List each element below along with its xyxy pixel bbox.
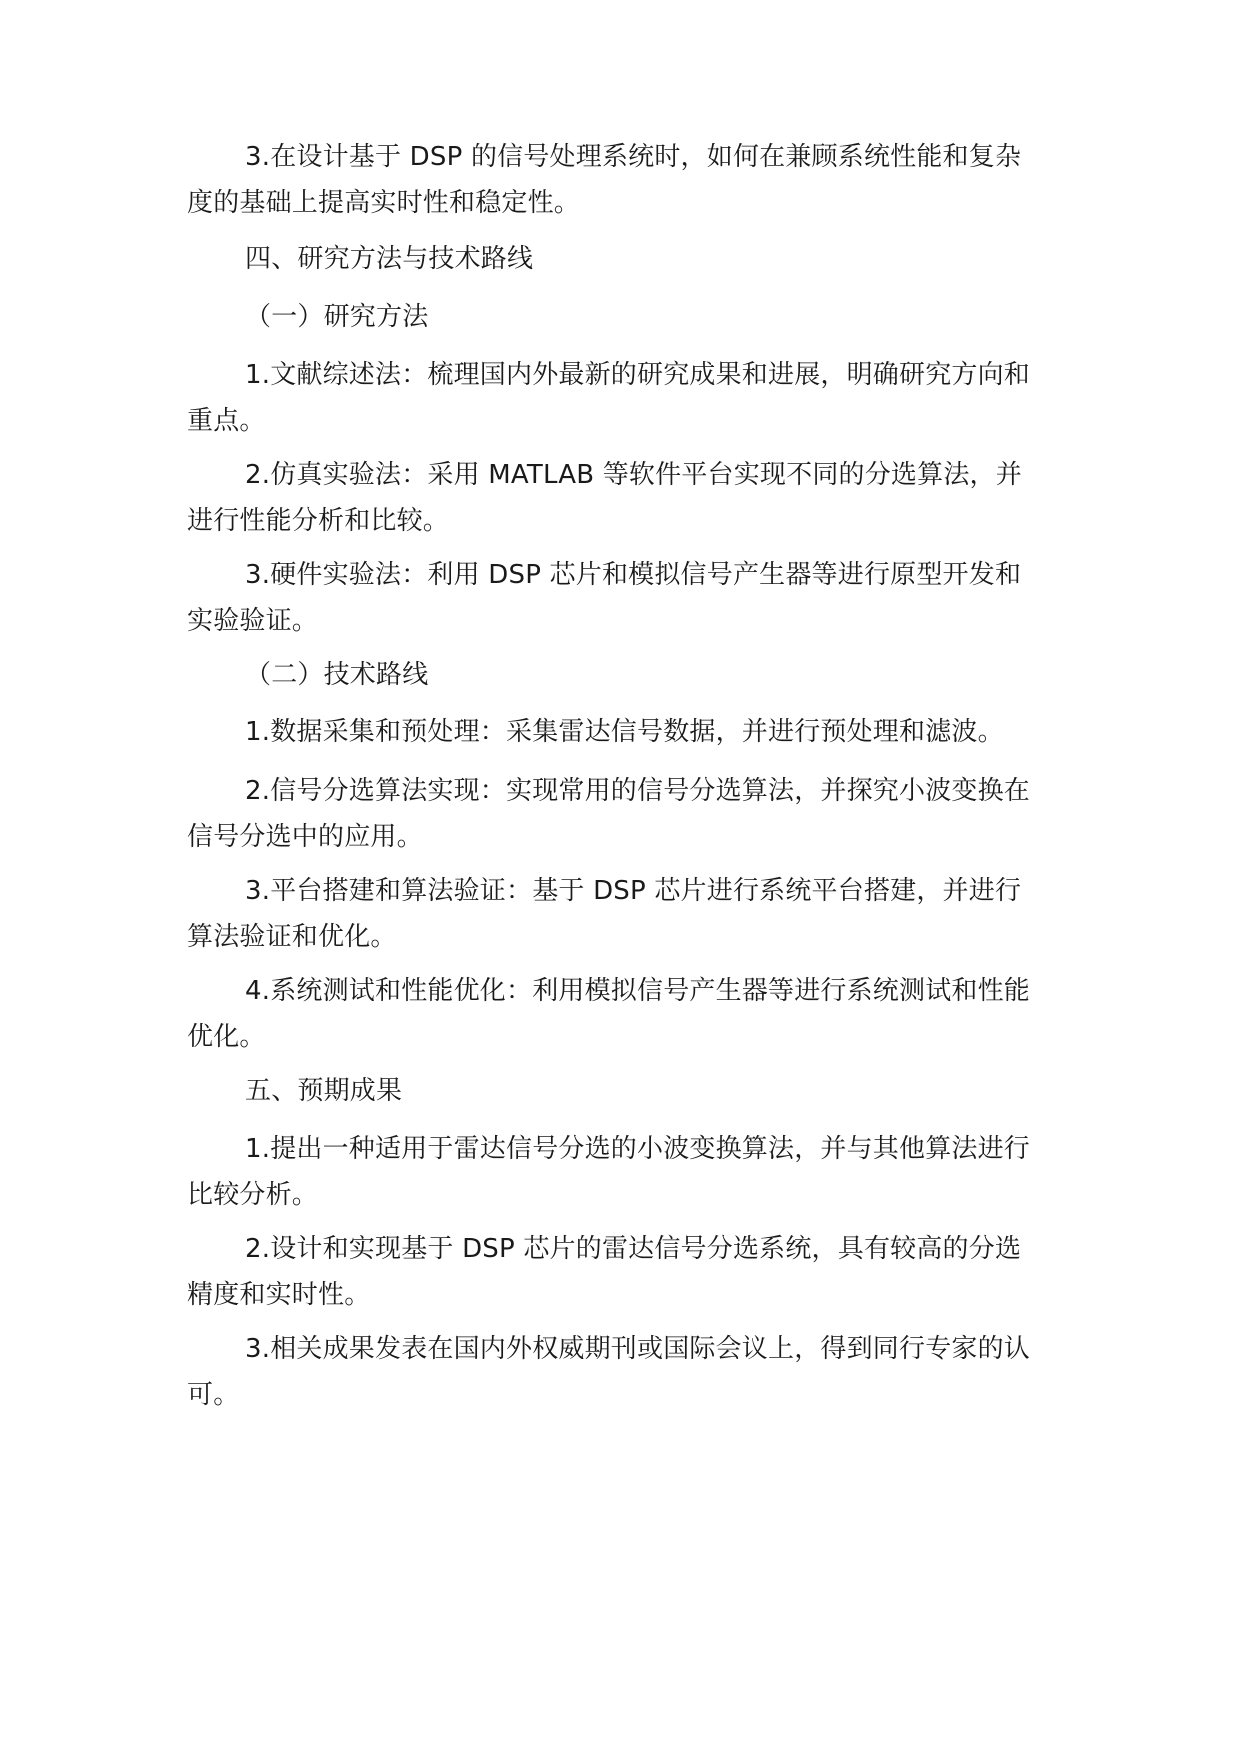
paragraph-result-2: 2.设计和实现基于 DSP 芯片的雷达信号分选系统，具有较高的分选精度和实时性。 xyxy=(187,1234,1022,1310)
paragraph-method-3: 3.硬件实验法：利用 DSP 芯片和模拟信号产生器等进行原型开发和实验验证。 xyxy=(187,560,1022,636)
paragraph-method-2: 2.仿真实验法：采用 MATLAB 等软件平台实现不同的分选算法，并进行性能分析和比较。 xyxy=(187,460,1022,536)
section-heading-methods: 四、研究方法与技术路线 xyxy=(245,244,534,274)
paragraph-challenge-3: 3.在设计基于 DSP 的信号处理系统时，如何在兼顾系统性能和复杂度的基础上提高实时性和稳定性。 xyxy=(187,142,1022,218)
paragraph-route-1: 1.数据采集和预处理：采集雷达信号数据，并进行预处理和滤波。 xyxy=(245,717,1004,747)
paragraph-result-1: 1.提出一种适用于雷达信号分选的小波变换算法，并与其他算法进行比较分析。 xyxy=(187,1134,1031,1210)
paragraph-route-4: 4.系统测试和性能优化：利用模拟信号产生器等进行系统测试和性能优化。 xyxy=(187,976,1031,1052)
paragraph-route-2: 2.信号分选算法实现：实现常用的信号分选算法，并探究小波变换在信号分选中的应用。 xyxy=(187,776,1031,852)
paragraph-method-1: 1.文献综述法：梳理国内外最新的研究成果和进展，明确研究方向和重点。 xyxy=(187,360,1031,436)
subsection-heading-research-methods: （一）研究方法 xyxy=(245,302,429,332)
paragraph-result-3: 3.相关成果发表在国内外权威期刊或国际会议上，得到同行专家的认可。 xyxy=(187,1334,1031,1410)
subsection-heading-technical-route: （二）技术路线 xyxy=(245,660,429,690)
section-heading-expected-results: 五、预期成果 xyxy=(245,1076,403,1106)
paragraph-route-3: 3.平台搭建和算法验证：基于 DSP 芯片进行系统平台搭建，并进行算法验证和优化。 xyxy=(187,876,1022,952)
